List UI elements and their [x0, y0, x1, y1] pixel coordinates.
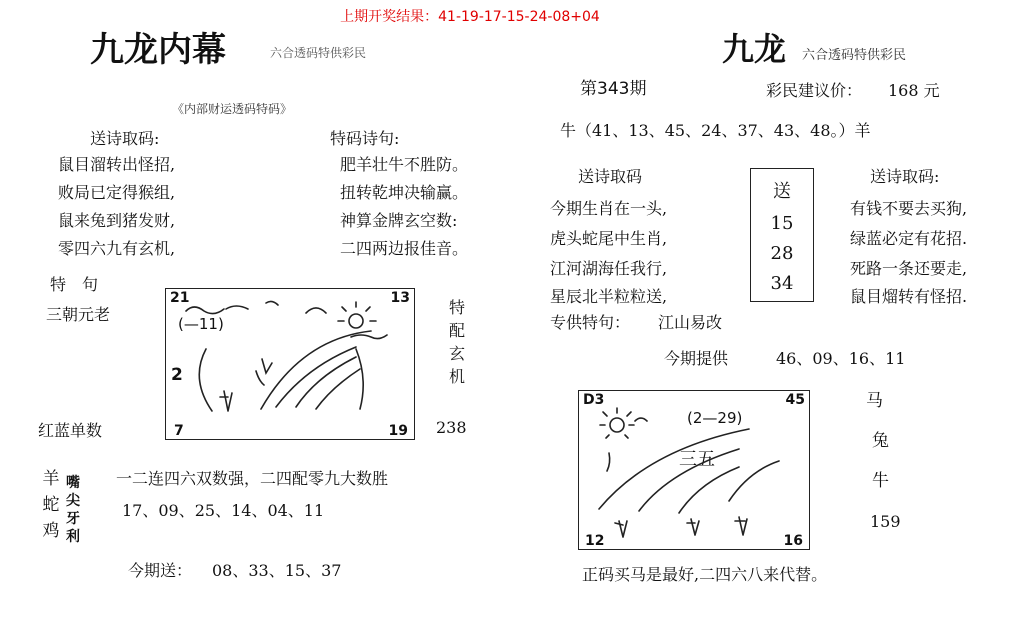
left-poem-line-4: 零四六九有玄机,	[58, 239, 176, 258]
left-zodiac-small-text: 嘴尖牙利	[66, 475, 80, 545]
left-line-text: 一二连四六双数强，二四配零九大数胜	[116, 469, 389, 488]
left-vertical-text: 特配玄机	[448, 298, 465, 386]
right-box-scribble-text2: 三五	[679, 449, 715, 470]
left-zodiac-small	[64, 474, 82, 546]
right-send-box-number-2: 28	[770, 243, 794, 264]
left-special-line-1: 肥羊壮牛不胜防。	[340, 155, 469, 174]
right-title-sub: 六合透码特供彩民	[802, 48, 907, 63]
left-special-line-2: 扭转乾坤决输赢。	[340, 183, 469, 202]
right-poem2-line-2: 绿蓝必定有花招.	[850, 229, 968, 248]
left-box-corner-tr: 13	[390, 290, 410, 306]
left-special-phrase: 三朝元老	[46, 305, 111, 324]
right-today-numbers: 46、09、16、11	[776, 349, 906, 368]
left-numbers-line: 17、09、25、14、04、11	[122, 501, 325, 520]
left-zodiac-column: 羊蛇鸡	[42, 469, 60, 541]
left-special-line-4: 二四两边报佳音。	[340, 239, 469, 258]
left-box-corner-ml: 2	[171, 365, 183, 385]
right-box-corner-tl: D3	[583, 392, 605, 408]
right-scribble-drawing	[579, 391, 809, 549]
right-animal-2: 兔	[872, 431, 889, 451]
left-poem-line-1: 鼠目溜转出怪招,	[58, 155, 176, 174]
right-footer-line: 正码买马是最好,二四六八来代替。	[582, 565, 828, 584]
right-number-line: 牛（41、13、45、24、37、43、48。）羊	[560, 121, 871, 140]
left-box-corner-tl: 21	[170, 290, 190, 306]
right-poem2-line-4: 鼠目熘转有怪招.	[850, 287, 968, 306]
banner-result: 上期开奖结果：41-19-17-15-24-08+04	[340, 9, 600, 25]
right-box-corner-bl: 12	[585, 533, 605, 549]
right-title: 九龙	[722, 30, 787, 68]
left-special-line-3: 神算金牌玄空数:	[340, 211, 458, 230]
right-send-box-number-1: 15	[770, 213, 794, 234]
right-animal-3: 牛	[872, 471, 889, 491]
left-zodiac-col	[40, 466, 62, 544]
left-send-numbers: 08、33、15、37	[212, 561, 342, 580]
right-poem-line-3: 江河湖海任我行,	[550, 259, 668, 278]
left-box-corner-bl: 7	[174, 423, 184, 439]
left-poem-line-2: 败局已定得猴组,	[58, 183, 176, 202]
left-title: 九龙内幕	[90, 30, 226, 70]
left-box-corner-br: 19	[388, 423, 408, 439]
left-scribble-drawing	[166, 289, 414, 439]
right-today-label: 今期提供	[664, 349, 729, 368]
left-special-header: 特码诗句:	[330, 129, 400, 148]
left-red-blue-value: 238	[436, 418, 467, 437]
left-send-label: 今期送：	[128, 561, 193, 580]
right-price-label: 彩民建议价：	[766, 81, 863, 100]
right-special-phrase-label: 专供特句：	[550, 313, 631, 332]
left-box-scribble-text: (—11)	[178, 315, 224, 333]
right-send-box-number-3: 34	[770, 273, 794, 294]
left-poem-line-3: 鼠来兔到猪发财,	[58, 211, 176, 230]
left-red-blue-label: 红蓝单数	[38, 421, 103, 440]
right-poem2-header: 送诗取码:	[870, 167, 940, 186]
right-send-box-title: 送	[773, 181, 791, 202]
right-box-scribble-text: (2—29)	[687, 409, 743, 427]
right-animal-1: 马	[866, 391, 883, 411]
left-poem-header: 送诗取码:	[90, 129, 160, 148]
right-side-number: 159	[870, 512, 901, 531]
right-poem2-line-3: 死路一条还要走,	[850, 259, 968, 278]
right-box-corner-tr: 45	[785, 392, 805, 408]
right-poem-line-4: 星辰北半粒粒送,	[550, 287, 668, 306]
left-special-label: 特 句	[50, 275, 99, 294]
right-box-corner-br: 16	[783, 533, 803, 549]
right-poem-line-2: 虎头蛇尾中生肖,	[550, 229, 668, 248]
left-title-sub: 六合透码特供彩民	[270, 46, 367, 60]
right-special-phrase: 江山易改	[658, 313, 723, 332]
right-send-box	[750, 168, 814, 302]
left-subtitle: 《内部财运透码特码》	[172, 102, 293, 116]
right-poem-line-1: 今期生肖在一头,	[550, 199, 668, 218]
right-poem2-line-1: 有钱不要去买狗,	[850, 199, 968, 218]
left-picture-box	[165, 288, 415, 440]
right-price-value: 168 元	[888, 81, 940, 100]
right-poem-header: 送诗取码	[578, 167, 643, 186]
right-issue: 第343期	[580, 79, 647, 99]
right-picture-box	[578, 390, 810, 550]
